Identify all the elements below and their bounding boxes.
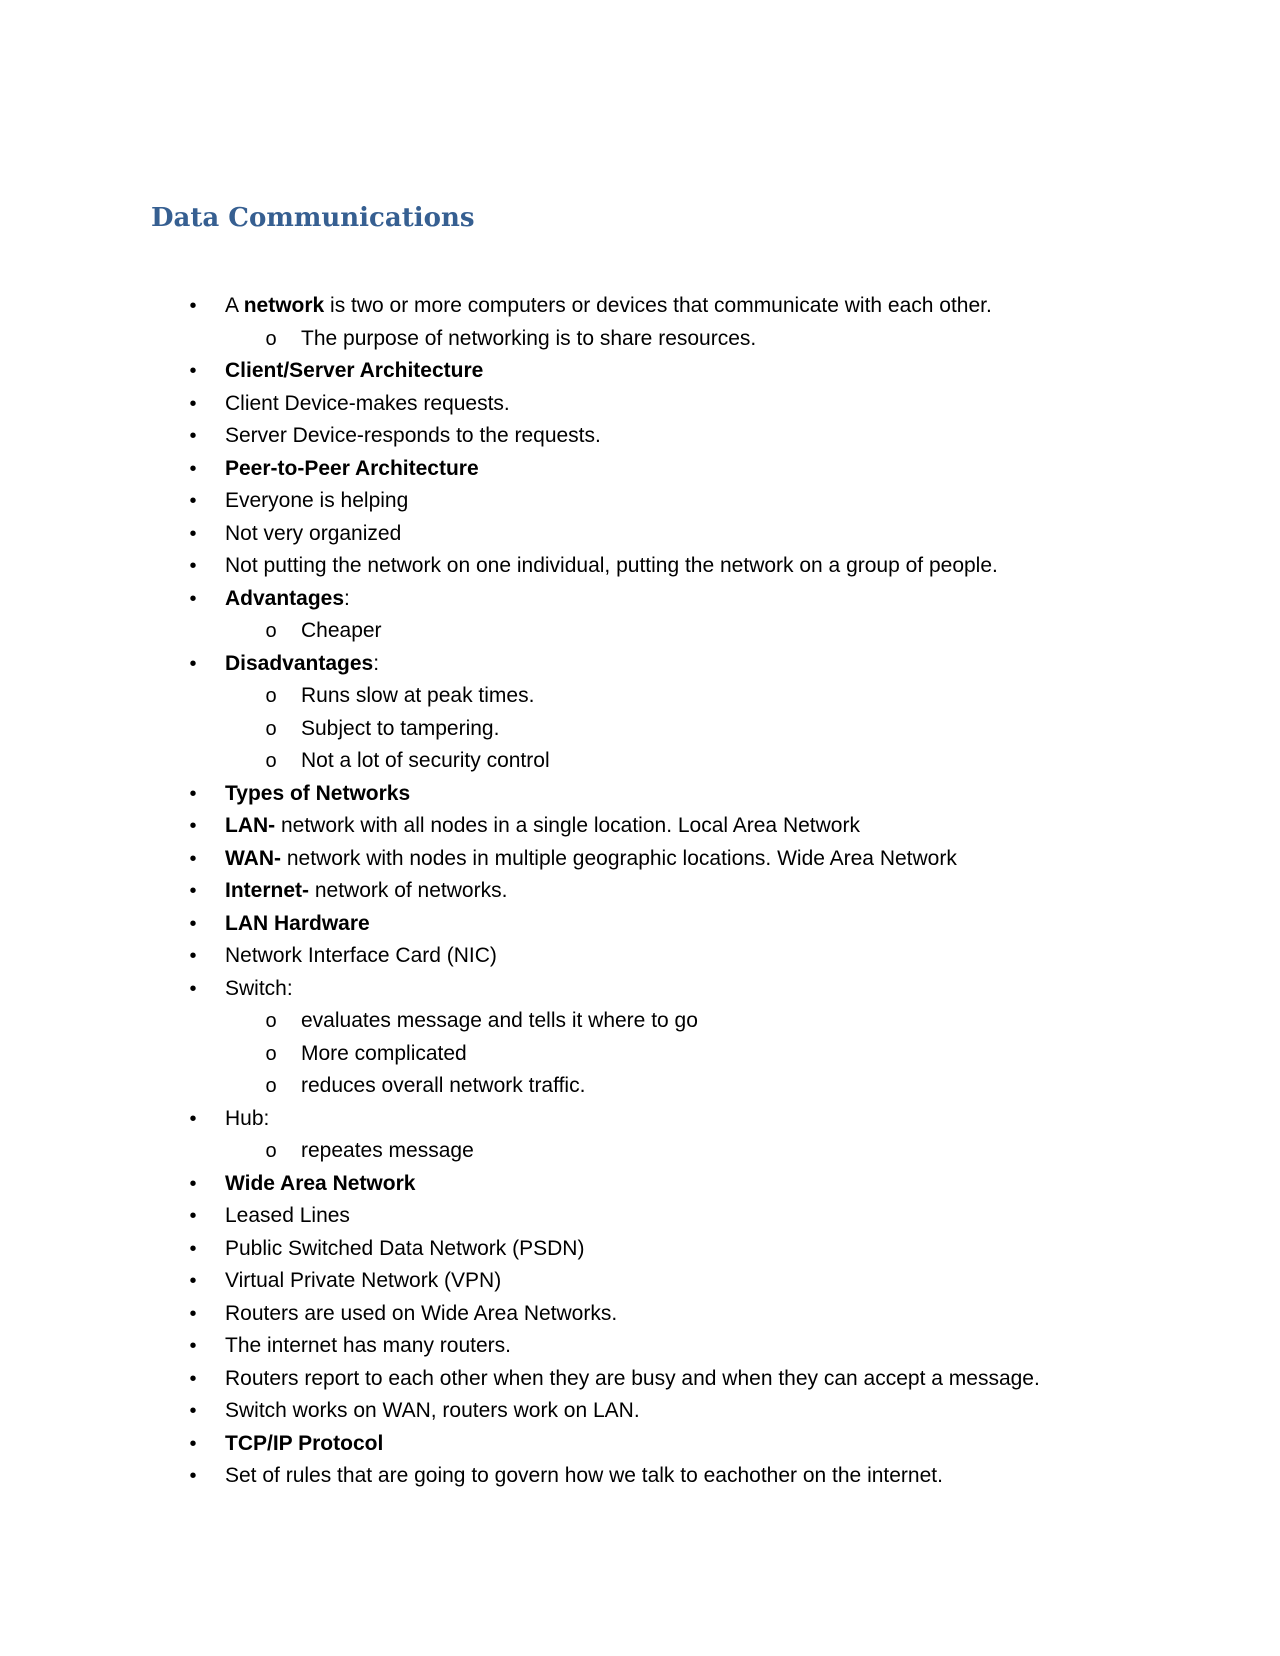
- list-item-text: [225, 810, 860, 843]
- text-segment: Routers report to each other when they are busy and when they can accept a message.: [225, 1366, 1040, 1390]
- list-item-text: [225, 420, 601, 453]
- list-item: [0, 290, 1280, 323]
- sub-bullet-marker: o: [265, 1075, 277, 1097]
- sub-bullet-marker: o: [265, 685, 277, 707]
- list-item-text: [225, 583, 350, 616]
- bullet-marker: •: [189, 1205, 197, 1227]
- list-item-text: [301, 1005, 698, 1038]
- text-segment: Routers are used on Wide Area Networks.: [225, 1301, 618, 1325]
- list-item-text: [225, 1460, 943, 1493]
- bold-text-segment: Advantages: [225, 586, 345, 610]
- list-item-text: [301, 323, 756, 356]
- list-item: [0, 485, 1280, 518]
- bullet-marker: •: [189, 782, 197, 805]
- bold-text-segment: WAN-: [225, 846, 281, 870]
- list-item: [0, 648, 1280, 681]
- list-item-text: [225, 355, 483, 388]
- list-item-text: [301, 745, 550, 778]
- sub-bullet-marker: o: [265, 750, 277, 772]
- list-item-text: [225, 550, 998, 583]
- list-item-text: [225, 1265, 501, 1298]
- list-item: [0, 420, 1280, 453]
- text-segment: Hub:: [225, 1106, 270, 1130]
- text-segment: network of networks.: [309, 879, 508, 902]
- list-item: [0, 875, 1280, 908]
- sub-list-item: [0, 615, 1280, 648]
- text-segment: Not a lot of security control: [301, 749, 550, 772]
- text-segment: Subject to tampering.: [301, 716, 500, 740]
- list-item-text: [225, 1298, 617, 1331]
- list-item-text: [301, 713, 499, 746]
- bold-text-segment: Internet-: [225, 879, 309, 902]
- text-segment: Everyone is helping: [225, 489, 409, 512]
- list-item: [0, 1200, 1280, 1233]
- bullet-marker: •: [189, 1367, 197, 1390]
- list-item-text: [301, 1038, 467, 1071]
- bold-text-segment: TCP/IP Protocol: [225, 1431, 384, 1455]
- document-title: Data Communications: [151, 203, 475, 233]
- bullet-marker: •: [189, 847, 197, 870]
- bold-text-segment: Peer-to-Peer Architecture: [225, 456, 479, 480]
- bullet-marker: •: [189, 977, 197, 1000]
- text-segment: Switch works on WAN, routers work on LAN.: [225, 1399, 640, 1422]
- text-segment: The internet has many routers.: [225, 1334, 511, 1357]
- list-item: [0, 453, 1280, 486]
- list-item-text: [225, 1200, 350, 1233]
- bullet-marker: •: [189, 1237, 197, 1260]
- text-segment: reduces overall network traffic.: [301, 1074, 586, 1097]
- list-item: [0, 810, 1280, 843]
- sub-list-item: [0, 680, 1280, 713]
- list-item-text: [225, 1330, 511, 1363]
- bullet-marker: •: [189, 392, 197, 415]
- bullet-marker: •: [189, 1270, 197, 1292]
- sub-list-item: [0, 1070, 1280, 1103]
- bullet-marker: •: [189, 360, 197, 382]
- text-segment: Public Switched Data Network (PSDN): [225, 1236, 585, 1260]
- sub-list-item: [0, 745, 1280, 778]
- bullet-marker: •: [189, 1465, 197, 1487]
- list-item: [0, 1330, 1280, 1363]
- list-item: [0, 973, 1280, 1006]
- text-segment: Virtual Private Network (VPN): [225, 1269, 502, 1292]
- text-segment: Network Interface Card (NIC): [225, 944, 497, 967]
- list-item-text: [225, 973, 293, 1006]
- list-item: [0, 1363, 1280, 1396]
- list-item: [0, 388, 1280, 421]
- list-item-text: [225, 1103, 269, 1136]
- list-item-text: [225, 1428, 383, 1461]
- bullet-marker: •: [189, 815, 197, 837]
- list-item: [0, 940, 1280, 973]
- list-item: [0, 1168, 1280, 1201]
- list-item: [0, 1395, 1280, 1428]
- list-item: [0, 1460, 1280, 1493]
- list-item-text: [301, 615, 382, 648]
- bullet-marker: •: [189, 912, 197, 935]
- list-item: [0, 583, 1280, 616]
- text-segment: More complicated: [301, 1041, 467, 1065]
- list-item-text: [225, 875, 507, 908]
- text-segment: Cheaper: [301, 619, 382, 642]
- list-item: [0, 1265, 1280, 1298]
- list-item: [0, 1103, 1280, 1136]
- text-segment: evaluates message and tells it where to go: [301, 1009, 698, 1032]
- list-item-text: [225, 1233, 584, 1266]
- sub-bullet-marker: o: [265, 620, 277, 642]
- list-item-text: [225, 940, 497, 973]
- bold-text-segment: LAN Hardware: [225, 911, 370, 935]
- sub-bullet-marker: o: [265, 327, 277, 350]
- text-segment: Set of rules that are going to govern how we talk to eachother on the internet.: [225, 1464, 943, 1487]
- list-item: [0, 843, 1280, 876]
- list-item: [0, 355, 1280, 388]
- list-item: [0, 518, 1280, 551]
- text-segment: Runs slow at peak times.: [301, 684, 535, 707]
- text-segment: Switch:: [225, 976, 293, 1000]
- list-item: [0, 1428, 1280, 1461]
- bold-text-segment: network: [243, 294, 325, 317]
- text-segment: repeates message: [301, 1139, 474, 1162]
- text-segment: network with all nodes in a single location. Local Area Network: [275, 814, 860, 837]
- bold-text-segment: Client/Server Architecture: [225, 359, 484, 382]
- sub-list-item: [0, 713, 1280, 746]
- bullet-marker: •: [189, 880, 197, 902]
- bullet-marker: •: [189, 1107, 197, 1130]
- text-segment: is two or more computers or devices that communicate with each other.: [324, 294, 992, 317]
- bullet-marker: •: [189, 1302, 197, 1325]
- bullet-marker: •: [189, 587, 197, 610]
- bullet-marker: •: [189, 295, 197, 317]
- text-segment: network with nodes in multiple geographic locations. Wide Area Network: [281, 846, 957, 870]
- notes-list: [0, 290, 1280, 1493]
- bullet-marker: •: [189, 652, 197, 675]
- list-item-text: [225, 1395, 640, 1428]
- text-segment: :: [344, 586, 350, 610]
- bold-text-segment: Disadvantages: [225, 651, 374, 675]
- bullet-marker: •: [189, 1432, 197, 1455]
- bold-text-segment: Wide Area Network: [225, 1171, 416, 1195]
- list-item-text: [225, 1363, 1040, 1396]
- list-item: [0, 1233, 1280, 1266]
- text-segment: The purpose of networking is to share resources.: [301, 326, 757, 350]
- bullet-marker: •: [189, 425, 197, 447]
- list-item: [0, 550, 1280, 583]
- sub-bullet-marker: o: [265, 1010, 277, 1032]
- sub-bullet-marker: o: [265, 1042, 277, 1065]
- sub-bullet-marker: o: [265, 717, 277, 740]
- bullet-marker: •: [189, 945, 197, 967]
- bullet-marker: •: [189, 457, 197, 480]
- list-item-text: [225, 518, 401, 551]
- sub-list-item: [0, 323, 1280, 356]
- bullet-marker: •: [189, 1172, 197, 1195]
- list-item-text: [301, 1070, 585, 1103]
- bullet-marker: •: [189, 555, 197, 577]
- bullet-marker: •: [189, 1400, 197, 1422]
- text-segment: Client Device-makes requests.: [225, 391, 510, 415]
- list-item: [0, 778, 1280, 811]
- bullet-marker: •: [189, 490, 197, 512]
- bullet-marker: •: [189, 1335, 197, 1357]
- list-item-text: [225, 778, 410, 811]
- bold-text-segment: Types of Networks: [225, 781, 411, 805]
- list-item-text: [225, 485, 408, 518]
- sub-list-item: [0, 1005, 1280, 1038]
- list-item-text: [225, 648, 379, 681]
- bullet-marker: •: [189, 522, 197, 545]
- sub-list-item: [0, 1038, 1280, 1071]
- list-item: [0, 1298, 1280, 1331]
- text-segment: Server Device-responds to the requests.: [225, 424, 601, 447]
- list-item-text: [225, 843, 957, 876]
- sub-list-item: [0, 1135, 1280, 1168]
- text-segment: Not putting the network on one individual, putting the network on a group of people.: [225, 554, 998, 577]
- text-segment: Not very organized: [225, 521, 402, 545]
- text-segment: A: [225, 294, 244, 317]
- sub-bullet-marker: o: [265, 1140, 277, 1162]
- list-item-text: [301, 680, 534, 713]
- list-item-text: [225, 1168, 415, 1201]
- text-segment: Leased Lines: [225, 1204, 350, 1227]
- text-segment: :: [373, 651, 380, 675]
- list-item: [0, 908, 1280, 941]
- list-item-text: [225, 388, 510, 421]
- bold-text-segment: LAN-: [225, 814, 276, 837]
- list-item-text: [225, 290, 992, 323]
- list-item-text: [225, 908, 370, 941]
- list-item-text: [225, 453, 479, 486]
- list-item-text: [301, 1135, 474, 1168]
